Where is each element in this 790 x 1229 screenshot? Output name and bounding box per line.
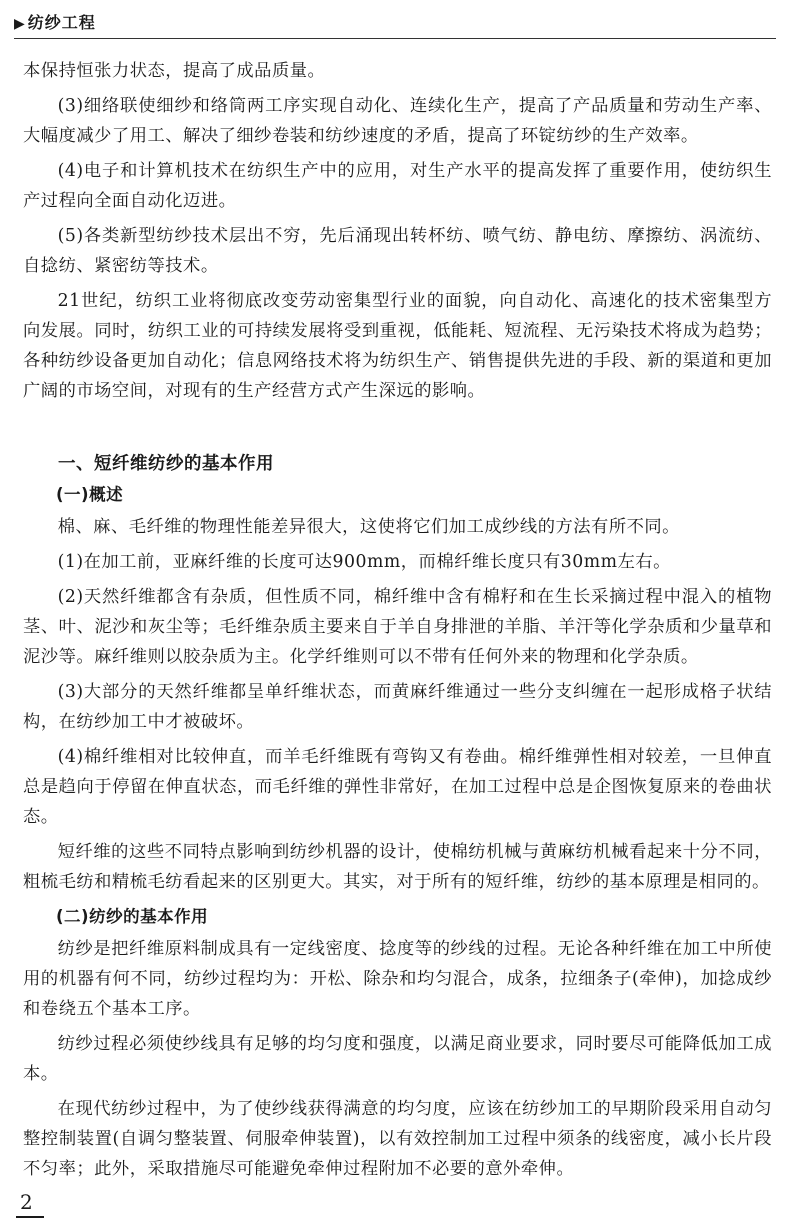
intro-paragraph-item-5: (5)各类新型纺纱技术层出不穷，先后涌现出转杯纺、喷气纺、静电纺、摩擦纺、涡流纺、自捻纺、紧密纺等技术。 <box>23 226 772 276</box>
intro-paragraph-item-4: (4)电子和计算机技术在纺织生产中的应用，对生产水平的提高发挥了重要作用，使纺织生产过程向全面自动化迈进。 <box>23 161 772 211</box>
header-divider <box>14 38 776 39</box>
subsection-heading-overview: (一)概述 <box>56 485 124 504</box>
page-number-underline <box>16 1216 44 1218</box>
section-heading: 一、短纤维纺纱的基本作用 <box>58 454 274 474</box>
overview-paragraph: (2)天然纤维都含有杂质，但性质不同，棉纤维中含有棉籽和在生长采摘过程中混入的植物茎、叶、泥沙和灰尘等；毛纤维杂质主要来自于羊自身排泄的羊脂、羊汗等化学杂质和少量草和泥沙等。麻纤维则以胶杂质为主。化学纤维则可以不带有任何外来的物理和化学杂质。 <box>23 587 772 667</box>
intro-paragraph-21st-century: 21世纪，纺织工业将彻底改变劳动密集型行业的面貌，向自动化、高速化的技术密集型方向发展。同时，纺织工业的可持续发展将受到重视，低能耗、短流程、无污染技术将成为趋势；各种纺纱设备更加自动化；信息网络技术将为纺织生产、销售提供先进的手段、新的渠道和更加广阔的市场空间，对现有的生产经营方式产生深远的影响。 <box>23 291 772 401</box>
overview-paragraph: 棉、麻、毛纤维的物理性能差异很大，这使将它们加工成纱线的方法有所不同。 <box>57 517 680 537</box>
overview-paragraph: (1)在加工前，亚麻纤维的长度可达900mm，而棉纤维长度只有30mm左右。 <box>57 552 671 572</box>
basic-function-paragraph: 纺纱过程必须使纱线具有足够的均匀度和强度，以满足商业要求，同时要尽可能降低加工成本。 <box>23 1034 772 1084</box>
intro-paragraph-continuation: 本保持恒张力状态，提高了成品质量。 <box>23 61 326 81</box>
basic-function-paragraph: 在现代纺纱过程中，为了使纱线获得满意的均匀度，应该在纺纱加工的早期阶段采用自动匀整控制装置(自调匀整装置、伺服牵伸装置)，以有效控制加工过程中须条的线密度，减小长片段不匀率；此外，采取措施尽可能避免牵伸过程附加不必要的意外牵伸。 <box>23 1099 772 1179</box>
overview-paragraph: (3)大部分的天然纤维都呈单纤维状态，而黄麻纤维通过一些分支纠缠在一起形成格子状结构，在纺纱加工中才被破坏。 <box>23 682 772 732</box>
triangle-marker-icon: ▶ <box>14 16 26 32</box>
running-header-title: 纺纱工程 <box>27 13 96 32</box>
intro-paragraph-item-3: (3)细络联使细纱和络筒两工序实现自动化、连续化生产，提高了产品质量和劳动生产率、大幅度减少了用工、解决了细纱卷装和纺纱速度的矛盾，提高了环锭纺纱的生产效率。 <box>23 96 772 146</box>
overview-paragraph: 短纤维的这些不同特点影响到纺纱机器的设计，使棉纺机械与黄麻纺机械看起来十分不同，粗梳毛纺和精梳毛纺看起来的区别更大。其实，对于所有的短纤维，纺纱的基本原理是相同的。 <box>23 842 772 892</box>
basic-function-paragraph: 纺纱是把纤维原料制成具有一定线密度、捻度等的纱线的过程。无论各种纤维在加工中所使用的机器有何不同，纺纱过程均为：开松、除杂和均匀混合，成条，拉细条子(牵伸)，加捻成纱和卷绕五个基本工序。 <box>23 939 772 1019</box>
subsection-heading-basic-function: (二)纺纱的基本作用 <box>56 907 209 926</box>
overview-paragraph: (4)棉纤维相对比较伸直，而羊毛纤维既有弯钩又有卷曲。棉纤维弹性相对较差，一旦伸直总是趋向于停留在伸直状态，而毛纤维的弹性非常好，在加工过程中总是企图恢复原来的卷曲状态。 <box>23 747 772 827</box>
running-header <box>14 10 96 33</box>
page-body <box>23 56 772 1189</box>
page-number: 2 <box>20 1190 33 1214</box>
